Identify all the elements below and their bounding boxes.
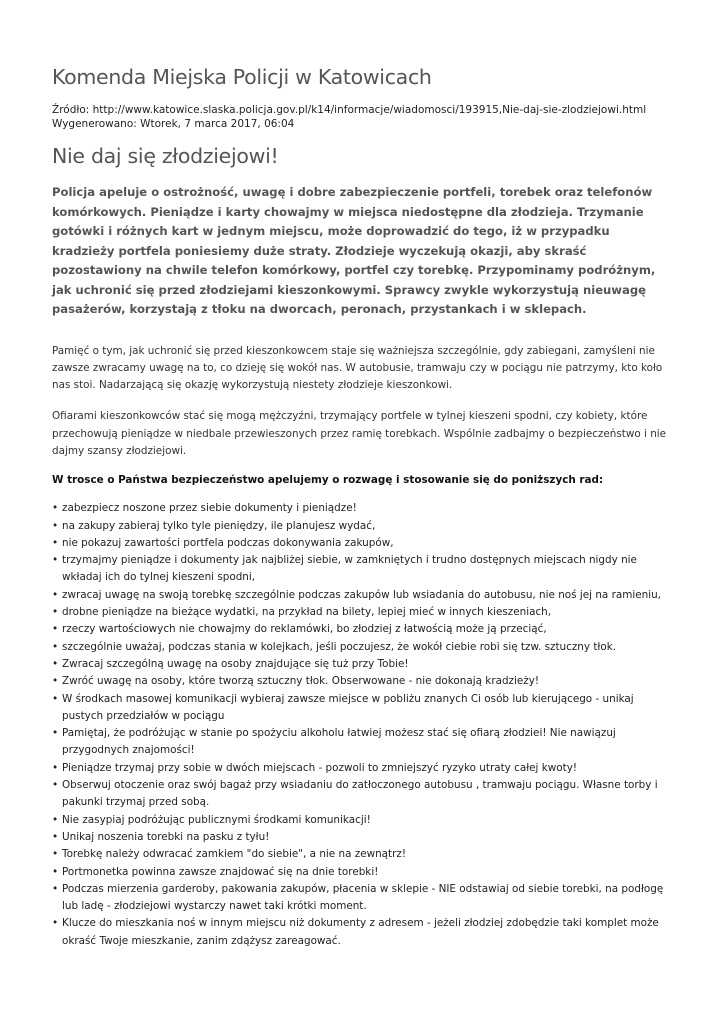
list-item bbox=[52, 881, 673, 916]
bullet-icon: • bbox=[52, 848, 59, 861]
tip-text: Klucze do mieszkania noś w innym miejscu niż dokumenty z adresem - jeżeli złodziej zdobędzie taki komplet może okraść Twoje mieszkanie, zanim zdążysz zareagować. bbox=[62, 917, 659, 947]
tip-text: zabezpiecz noszone przez siebie dokumenty i pieniądze! bbox=[62, 502, 357, 515]
advice-heading: W trosce o Państwa bezpieczeństwo apelujemy o rozwagę i stosowanie się do poniższych rad: bbox=[52, 474, 604, 487]
tip-text: Obserwuj otoczenie oraz swój bagaż przy wsiadaniu do zatłoczonego autobusu , tramwaju pociągu. Własne torby i pakunki trzymaj przed sobą. bbox=[62, 779, 658, 809]
bullet-icon: • bbox=[52, 727, 59, 740]
list-item bbox=[52, 656, 673, 673]
tip-text: Zwróć uwagę na osoby, które tworzą sztuczny tłok. Obserwowane - nie dokonają kradzieży! bbox=[62, 675, 540, 688]
tip-text: zwracaj uwagę na swoją torebkę szczególnie podczas zakupów lub wsiadania do autobusu, nie noś jej na ramieniu, bbox=[62, 588, 661, 601]
bullet-icon: • bbox=[52, 640, 59, 653]
bullet-icon: • bbox=[52, 606, 59, 619]
bullet-icon: • bbox=[52, 917, 59, 930]
list-item bbox=[52, 587, 673, 604]
list-item bbox=[52, 604, 673, 621]
list-item bbox=[52, 691, 673, 726]
list-item bbox=[52, 760, 673, 777]
bullet-icon: • bbox=[52, 657, 59, 670]
bullet-icon: • bbox=[52, 623, 59, 636]
tip-text: na zakupy zabieraj tylko tyle pieniędzy, ile planujesz wydać, bbox=[62, 519, 376, 532]
article-paragraph-2: Ofiarami kieszonkowców stać się mogą mężczyźni, trzymający portfele w tylnej kieszeni spodni, czy kobiety, które przechowują pieniądze w niedbale przewieszonych przez ramię torebkach. Wspólnie zadbajmy o bezpieczeństwo i nie dajmy szansy złodziejowi. bbox=[52, 410, 667, 457]
article-paragraph-1: Pamięć o tym, jak uchronić się przed kieszonkowcem staje się ważniejsza szczególnie, gdy zabiegani, zamyśleni nie zawsze zwracamy uwagę na to, co dzieję się wokół nas. W autobusie, tramwaju czy w pociągu nie patrzymy, kto koło nas stoi. Nadarzającą się okazję wykorzystują niestety złodzieje kieszonkowi. bbox=[52, 344, 663, 392]
article-lead: Policja apeluje o ostrożność, uwagę i dobre zabezpieczenie portfeli, torebek oraz telefonów komórkowych. Pieniądze i karty chowajmy w miejsca niedostępne dla złodzieja. Trzymanie gotówki i różnych kart w jednym miejscu, może doprowadzić do tego, iż w przypadku kradzieży portfela poniesiemy duże straty. Złodzieje wyczekują okazji, aby skraść pozostawiony na chwile telefon komórkowy, portfel czy torebkę. Przypominamy podróżnym, jak uchronić się przed złodziejami kieszonkowymi. Sprawcy zwykle wykorzystują nieuwagę pasażerów, korzystają z tłoku na dworcach, peronach, przystankach i w sklepach. bbox=[52, 185, 656, 316]
tip-text: Torebkę należy odwracać zamkiem "do siebie", a nie na zewnątrz! bbox=[62, 848, 407, 861]
tip-text: W środkach masowej komunikacji wybieraj zawsze miejsce w pobliżu znanych Ci osób lub kierującego - unikaj pustych przedziałów w pociągu bbox=[62, 692, 634, 722]
document-meta bbox=[52, 103, 673, 131]
list-item bbox=[52, 535, 673, 552]
list-item bbox=[52, 500, 673, 517]
list-item bbox=[52, 777, 673, 812]
bullet-icon: • bbox=[52, 588, 59, 601]
tip-text: nie pokazuj zawartości portfela podczas dokonywania zakupów, bbox=[62, 536, 394, 549]
bullet-icon: • bbox=[52, 761, 59, 774]
bullet-icon: • bbox=[52, 502, 59, 515]
bullet-icon: • bbox=[52, 813, 59, 826]
generated-line: Wygenerowano: Wtorek, 7 marca 2017, 06:04 bbox=[52, 118, 295, 130]
tip-text: rzeczy wartościowych nie chowajmy do reklamówki, bo złodziej z łatwością może ją przeciąć, bbox=[62, 623, 547, 636]
list-item bbox=[52, 829, 673, 846]
list-item bbox=[52, 725, 673, 760]
tip-text: Portmonetka powinna zawsze znajdować się na dnie torebki! bbox=[62, 865, 379, 878]
tip-text: Zwracaj szczególną uwagę na osoby znajdujące się tuż przy Tobie! bbox=[62, 657, 409, 670]
list-item bbox=[52, 864, 673, 881]
tip-text: szczególnie uważaj, podczas stania w kolejkach, jeśli poczujesz, że wokół ciebie robi się tzw. sztuczny tłok. bbox=[62, 640, 617, 653]
bullet-icon: • bbox=[52, 519, 59, 532]
list-item bbox=[52, 518, 673, 535]
bullet-icon: • bbox=[52, 675, 59, 688]
list-item bbox=[52, 846, 673, 863]
tip-text: Pamiętaj, że podróżując w stanie po spożyciu alkoholu łatwiej możesz stać się ofiarą złodziei! Nie nawiązuj przygodnych znajomości! bbox=[62, 727, 616, 757]
source-line: Źródło: http://www.katowice.slaska.policja.gov.pl/k14/informacje/wiadomosci/193915,Nie-daj-sie-zlodziejowi.html bbox=[52, 104, 647, 116]
site-title: Komenda Miejska Policji w Katowicach bbox=[52, 65, 432, 89]
bullet-icon: • bbox=[52, 882, 59, 895]
bullet-icon: • bbox=[52, 830, 59, 843]
article-title: Nie daj się złodziejowi! bbox=[52, 144, 279, 168]
bullet-icon: • bbox=[52, 692, 59, 705]
bullet-icon: • bbox=[52, 554, 59, 567]
tip-text: Podczas mierzenia garderoby, pakowania zakupów, płacenia w sklepie - NIE odstawiaj od siebie torebki, na podłogę lub ladę - złodziejowi wystarczy nawet taki krótki moment. bbox=[62, 882, 664, 913]
tip-text: drobne pieniądze na bieżące wydatki, na przykład na bilety, lepiej mieć w innych kieszeniach, bbox=[62, 606, 552, 619]
tip-text: trzymajmy pieniądze i dokumenty jak najbliżej siebie, w zamkniętych i trudno dostępnych miejscach nigdy nie wkładaj ich do tylnej kieszeni spodni, bbox=[62, 554, 637, 584]
tip-text: Unikaj noszenia torebki na pasku z tyłu! bbox=[62, 830, 270, 843]
tip-text: Nie zasypiaj podróżując publicznymi środkami komunikacji! bbox=[62, 813, 371, 826]
list-item bbox=[52, 639, 673, 656]
tips-list bbox=[52, 500, 673, 950]
bullet-icon: • bbox=[52, 536, 59, 549]
list-item bbox=[52, 552, 673, 587]
list-item bbox=[52, 812, 673, 829]
bullet-icon: • bbox=[52, 865, 59, 878]
bullet-icon: • bbox=[52, 779, 59, 792]
list-item bbox=[52, 621, 673, 638]
list-item bbox=[52, 673, 673, 690]
list-item bbox=[52, 915, 673, 950]
tip-text: Pieniądze trzymaj przy sobie w dwóch miejscach - pozwoli to zmniejszyć ryzyko utraty całej kwoty! bbox=[62, 761, 578, 774]
